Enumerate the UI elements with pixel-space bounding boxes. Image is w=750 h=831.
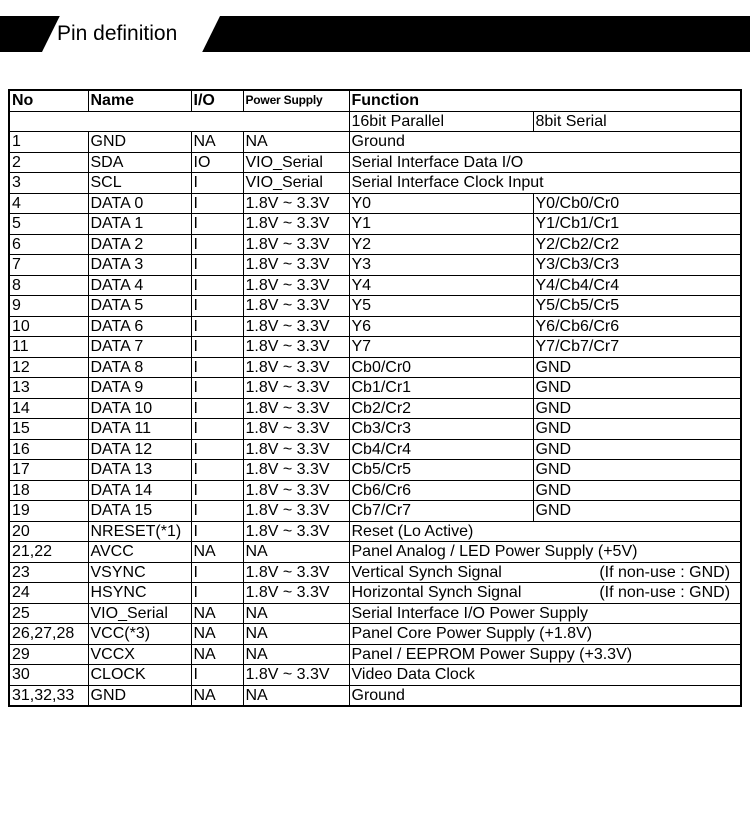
pin-name: VIO_Serial — [88, 603, 191, 624]
table-row — [9, 152, 741, 173]
pin-power-supply: 1.8V ~ 3.3V — [243, 562, 349, 583]
pin-function-parallel: Cb2/Cr2 — [349, 398, 533, 419]
pin-function-parallel: Y7 — [349, 337, 533, 358]
pin-io: I — [191, 255, 243, 276]
pin-function-serial: GND — [533, 419, 741, 440]
pin-function — [349, 603, 741, 624]
pin-name: DATA 5 — [88, 296, 191, 317]
pin-function — [349, 583, 741, 604]
pin-function-serial: GND — [533, 460, 741, 481]
pin-function-text: Serial Interface Data I/O — [351, 153, 524, 171]
pin-power-supply: NA — [243, 603, 349, 624]
table-row — [9, 480, 741, 501]
pin-power-supply: 1.8V ~ 3.3V — [243, 316, 349, 337]
pin-name: DATA 7 — [88, 337, 191, 358]
pin-name: SCL — [88, 173, 191, 194]
pin-io: NA — [191, 644, 243, 665]
pin-name: CLOCK — [88, 665, 191, 686]
pin-power-supply: 1.8V ~ 3.3V — [243, 521, 349, 542]
header-no: No — [9, 90, 88, 111]
pin-io: I — [191, 214, 243, 235]
page-title: Pin definition — [57, 22, 178, 45]
pin-number: 24 — [9, 583, 88, 604]
pin-function-parallel: Y1 — [349, 214, 533, 235]
subheader-blank — [9, 111, 349, 132]
pin-function-parallel: Y6 — [349, 316, 533, 337]
pin-io: NA — [191, 624, 243, 645]
pin-function-parallel: Cb1/Cr1 — [349, 378, 533, 399]
pin-power-supply: VIO_Serial — [243, 152, 349, 173]
header-function: Function — [349, 90, 741, 111]
pin-function-text: Vertical Synch Signal — [351, 563, 502, 581]
table-row — [9, 378, 741, 399]
table-row — [9, 562, 741, 583]
pin-io: I — [191, 439, 243, 460]
header-name: Name — [88, 90, 191, 111]
pin-function-parallel: Cb4/Cr4 — [349, 439, 533, 460]
pin-function — [349, 152, 741, 173]
pin-power-supply: NA — [243, 685, 349, 706]
table-row — [9, 624, 741, 645]
pin-number: 16 — [9, 439, 88, 460]
pin-function — [349, 173, 741, 194]
pin-function-note: (If non-use : GND) — [599, 584, 731, 601]
pin-io: I — [191, 378, 243, 399]
pin-function-text: Panel Analog / LED Power Supply (+5V) — [351, 543, 638, 561]
pin-number: 23 — [9, 562, 88, 583]
pin-power-supply: 1.8V ~ 3.3V — [243, 460, 349, 481]
pin-power-supply: 1.8V ~ 3.3V — [243, 439, 349, 460]
table-row — [9, 337, 741, 358]
pin-function-text: Panel Core Power Supply (+1.8V) — [351, 625, 593, 643]
pin-power-supply: NA — [243, 624, 349, 645]
pin-number: 31,32,33 — [9, 685, 88, 706]
pin-power-supply: 1.8V ~ 3.3V — [243, 296, 349, 317]
pin-number: 19 — [9, 501, 88, 522]
pin-function-parallel: Cb3/Cr3 — [349, 419, 533, 440]
pin-power-supply: 1.8V ~ 3.3V — [243, 501, 349, 522]
pin-io: I — [191, 316, 243, 337]
pin-function-serial: GND — [533, 439, 741, 460]
pin-io: I — [191, 398, 243, 419]
pin-function-parallel: Y5 — [349, 296, 533, 317]
header-io: I/O — [191, 90, 243, 111]
subheader-parallel: 16bit Parallel — [349, 111, 533, 132]
pin-number: 10 — [9, 316, 88, 337]
subheader-serial: 8bit Serial — [533, 111, 741, 132]
pin-number: 1 — [9, 132, 88, 153]
pin-name: DATA 12 — [88, 439, 191, 460]
pin-io: I — [191, 501, 243, 522]
pin-name: AVCC — [88, 542, 191, 563]
pin-function-serial: GND — [533, 357, 741, 378]
pin-function-parallel: Y0 — [349, 193, 533, 214]
pin-function-text: Reset (Lo Active) — [351, 522, 474, 540]
pin-power-supply: VIO_Serial — [243, 173, 349, 194]
pin-function-note: (If non-use : GND) — [599, 563, 731, 581]
pin-function-parallel: Cb6/Cr6 — [349, 480, 533, 501]
table-row — [9, 501, 741, 522]
pin-number: 11 — [9, 337, 88, 358]
pin-power-supply: 1.8V ~ 3.3V — [243, 214, 349, 235]
pin-power-supply: 1.8V ~ 3.3V — [243, 255, 349, 276]
pin-number: 7 — [9, 255, 88, 276]
pin-io: I — [191, 562, 243, 583]
pin-function-serial: Y4/Cb4/Cr4 — [533, 275, 741, 296]
pin-io: NA — [191, 132, 243, 153]
pin-name: DATA 10 — [88, 398, 191, 419]
pin-function — [349, 562, 741, 583]
pin-power-supply: 1.8V ~ 3.3V — [243, 337, 349, 358]
pin-number: 18 — [9, 480, 88, 501]
pin-name: GND — [88, 132, 191, 153]
pin-number: 9 — [9, 296, 88, 317]
pin-name: DATA 15 — [88, 501, 191, 522]
pin-number: 26,27,28 — [9, 624, 88, 645]
table-row — [9, 316, 741, 337]
pin-io: I — [191, 173, 243, 194]
pin-power-supply: 1.8V ~ 3.3V — [243, 357, 349, 378]
table-row — [9, 357, 741, 378]
pin-io: I — [191, 296, 243, 317]
pin-name: DATA 2 — [88, 234, 191, 255]
pin-function-parallel: Cb7/Cr7 — [349, 501, 533, 522]
pin-name: DATA 11 — [88, 419, 191, 440]
pin-power-supply: 1.8V ~ 3.3V — [243, 234, 349, 255]
pin-power-supply: NA — [243, 132, 349, 153]
pin-power-supply: 1.8V ~ 3.3V — [243, 398, 349, 419]
pin-io: I — [191, 357, 243, 378]
table-row — [9, 542, 741, 563]
pin-io: I — [191, 521, 243, 542]
pin-function-serial: Y2/Cb2/Cr2 — [533, 234, 741, 255]
pin-io: NA — [191, 542, 243, 563]
pin-name: VSYNC — [88, 562, 191, 583]
pin-number: 5 — [9, 214, 88, 235]
pin-io: I — [191, 275, 243, 296]
pin-io: I — [191, 460, 243, 481]
pin-function-serial: Y1/Cb1/Cr1 — [533, 214, 741, 235]
pin-name: DATA 6 — [88, 316, 191, 337]
subheader-row — [9, 111, 741, 132]
pin-function-serial: Y3/Cb3/Cr3 — [533, 255, 741, 276]
table-row — [9, 583, 741, 604]
pin-io: I — [191, 480, 243, 501]
table-row — [9, 644, 741, 665]
pin-power-supply: NA — [243, 542, 349, 563]
table-row — [9, 132, 741, 153]
pin-name: VCC(*3) — [88, 624, 191, 645]
pin-number: 15 — [9, 419, 88, 440]
pin-power-supply: 1.8V ~ 3.3V — [243, 419, 349, 440]
pin-function — [349, 665, 741, 686]
pin-name: DATA 13 — [88, 460, 191, 481]
pin-function-parallel: Cb5/Cr5 — [349, 460, 533, 481]
table-row — [9, 296, 741, 317]
pin-name: DATA 3 — [88, 255, 191, 276]
pin-function — [349, 624, 741, 645]
table-row — [9, 603, 741, 624]
pin-io: NA — [191, 603, 243, 624]
table-row — [9, 234, 741, 255]
pin-name: DATA 8 — [88, 357, 191, 378]
pin-function — [349, 644, 741, 665]
table-row — [9, 685, 741, 706]
header-row — [9, 90, 741, 111]
table-row — [9, 275, 741, 296]
pin-function-text: Video Data Clock — [351, 666, 475, 684]
pin-number: 12 — [9, 357, 88, 378]
pin-function — [349, 521, 741, 542]
pin-power-supply: 1.8V ~ 3.3V — [243, 480, 349, 501]
table-row — [9, 439, 741, 460]
table-row — [9, 173, 741, 194]
pin-number: 25 — [9, 603, 88, 624]
table-row — [9, 193, 741, 214]
pin-function-serial: GND — [533, 501, 741, 522]
pin-name: GND — [88, 685, 191, 706]
pin-function-serial: GND — [533, 398, 741, 419]
pin-power-supply: 1.8V ~ 3.3V — [243, 378, 349, 399]
pin-function-serial: GND — [533, 378, 741, 399]
pin-number: 21,22 — [9, 542, 88, 563]
pin-power-supply: 1.8V ~ 3.3V — [243, 583, 349, 604]
pin-name: DATA 4 — [88, 275, 191, 296]
pin-name: SDA — [88, 152, 191, 173]
pin-io: IO — [191, 152, 243, 173]
pin-function-text: Serial Interface Clock Input — [351, 174, 544, 192]
pin-power-supply: 1.8V ~ 3.3V — [243, 193, 349, 214]
pin-function-serial: Y7/Cb7/Cr7 — [533, 337, 741, 358]
pin-power-supply: 1.8V ~ 3.3V — [243, 665, 349, 686]
pin-function-text: Ground — [351, 133, 405, 151]
pin-function-parallel: Y2 — [349, 234, 533, 255]
pin-name: DATA 9 — [88, 378, 191, 399]
header-power-supply: Power Supply — [243, 90, 349, 111]
pin-number: 29 — [9, 644, 88, 665]
pin-number: 3 — [9, 173, 88, 194]
pin-power-supply: NA — [243, 644, 349, 665]
table-row — [9, 214, 741, 235]
pin-number: 14 — [9, 398, 88, 419]
pin-function-serial: GND — [533, 480, 741, 501]
pin-number: 8 — [9, 275, 88, 296]
pin-function — [349, 685, 741, 706]
pin-number: 20 — [9, 521, 88, 542]
table-row — [9, 419, 741, 440]
table-row — [9, 460, 741, 481]
pin-function — [349, 132, 741, 153]
pin-io: I — [191, 193, 243, 214]
pin-definition-table — [8, 89, 742, 707]
pin-name: VCCX — [88, 644, 191, 665]
pin-io: NA — [191, 685, 243, 706]
pin-function-text: Horizontal Synch Signal — [351, 584, 522, 602]
pin-function-text: Serial Interface I/O Power Supply — [351, 604, 589, 622]
pin-io: I — [191, 234, 243, 255]
pin-name: DATA 14 — [88, 480, 191, 501]
pin-io: I — [191, 583, 243, 604]
pin-function-serial: Y5/Cb5/Cr5 — [533, 296, 741, 317]
pin-io: I — [191, 337, 243, 358]
table-row — [9, 398, 741, 419]
pin-name: NRESET(*1) — [88, 521, 191, 542]
pin-number: 13 — [9, 378, 88, 399]
pin-function-parallel: Y4 — [349, 275, 533, 296]
pin-number: 6 — [9, 234, 88, 255]
pin-function-parallel: Y3 — [349, 255, 533, 276]
table-row — [9, 521, 741, 542]
pin-io: I — [191, 419, 243, 440]
pin-function-serial: Y0/Cb0/Cr0 — [533, 193, 741, 214]
table-row — [9, 255, 741, 276]
pin-function-text: Ground — [351, 686, 405, 704]
pin-power-supply: 1.8V ~ 3.3V — [243, 275, 349, 296]
pin-number: 17 — [9, 460, 88, 481]
pin-function — [349, 542, 741, 563]
pin-function-serial: Y6/Cb6/Cr6 — [533, 316, 741, 337]
table-row — [9, 665, 741, 686]
pin-name: DATA 0 — [88, 193, 191, 214]
pin-function-parallel: Cb0/Cr0 — [349, 357, 533, 378]
pin-number: 30 — [9, 665, 88, 686]
section-banner — [0, 16, 750, 52]
pin-name: DATA 1 — [88, 214, 191, 235]
pin-name: HSYNC — [88, 583, 191, 604]
pin-number: 4 — [9, 193, 88, 214]
pin-io: I — [191, 665, 243, 686]
pin-number: 2 — [9, 152, 88, 173]
pin-function-text: Panel / EEPROM Power Suppy (+3.3V) — [351, 645, 633, 663]
